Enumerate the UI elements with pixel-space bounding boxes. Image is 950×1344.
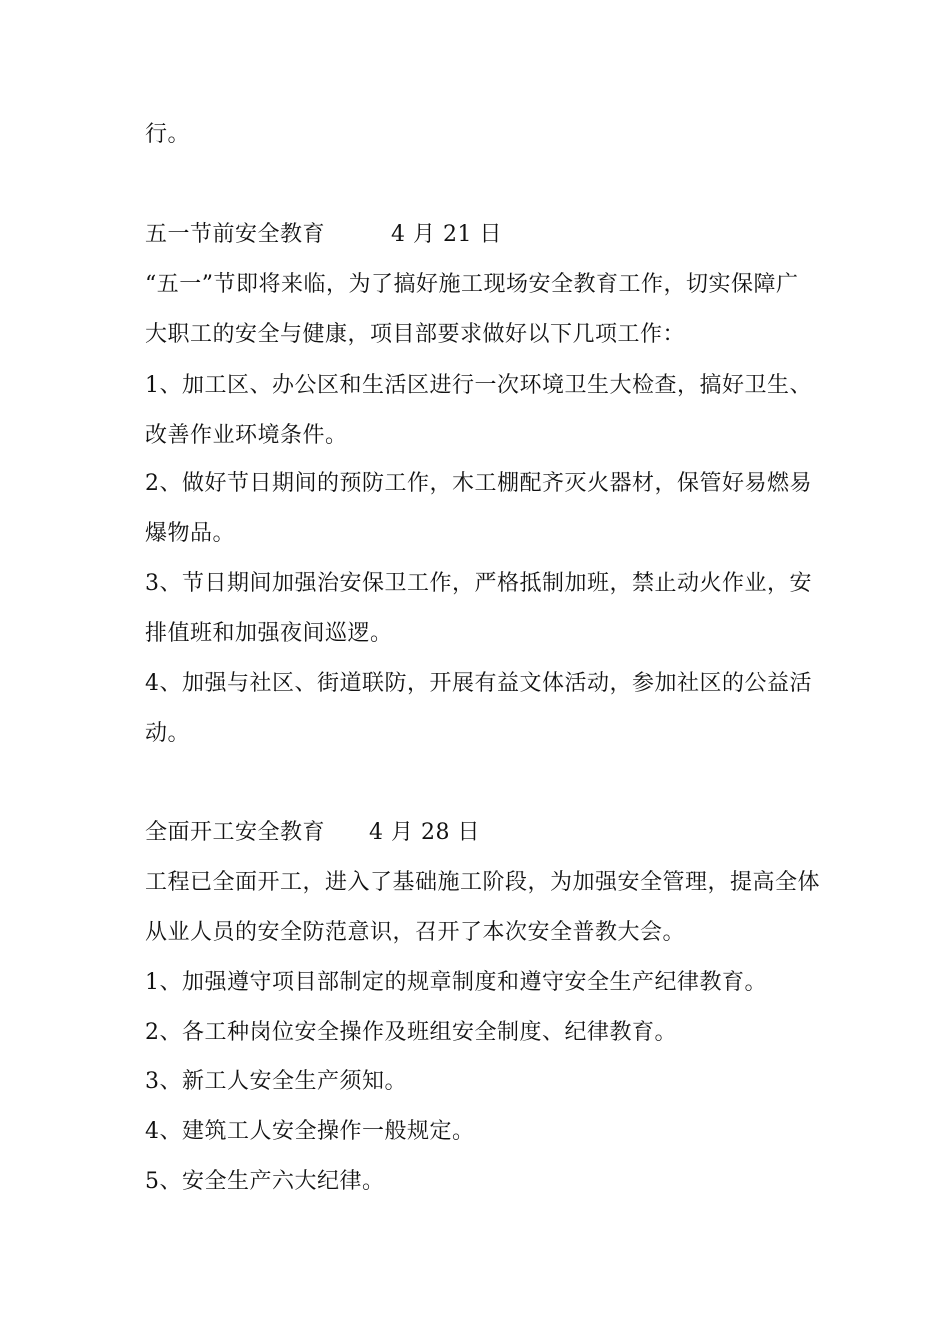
list-item-line: 动。 <box>145 721 191 746</box>
paragraph-line: 大职工的安全与健康，项目部要求做好以下几项工作： <box>145 322 686 347</box>
list-item-line: 1、加工区、办公区和生活区进行一次环境卫生大检查，搞好卫生、 <box>145 373 812 398</box>
list-item-line: 4、建筑工人安全操作一般规定。 <box>145 1119 475 1144</box>
list-item-line: 2、各工种岗位安全操作及班组安全制度、纪律教育。 <box>145 1020 677 1045</box>
section-date: 4 月 28 日 <box>369 820 480 845</box>
list-item-line: 3、节日期间加强治安保卫工作，严格抵制加班，禁止动火作业，安 <box>145 571 812 596</box>
continuation-line: 行。 <box>145 122 191 147</box>
paragraph-line: “五一”节即将来临，为了搞好施工现场安全教育工作，切实保障广 <box>145 272 799 297</box>
section-date: 4 月 21 日 <box>391 222 502 247</box>
paragraph-line: 从业人员的安全防范意识，召开了本次安全普教大会。 <box>145 920 686 945</box>
list-item-line: 4、加强与社区、街道联防，开展有益文体活动，参加社区的公益活 <box>145 671 812 696</box>
section-title: 全面开工安全教育 <box>145 820 326 845</box>
section-title: 五一节前安全教育 <box>145 222 326 247</box>
list-item-line: 排值班和加强夜间巡逻。 <box>145 621 393 646</box>
list-item-line: 1、加强遵守项目部制定的规章制度和遵守安全生产纪律教育。 <box>145 970 767 995</box>
paragraph-line: 工程已全面开工，进入了基础施工阶段，为加强安全管理，提高全体 <box>145 870 821 895</box>
list-item-line: 改善作业环境条件。 <box>145 423 348 448</box>
list-item-line: 爆物品。 <box>145 521 236 546</box>
list-item-line: 3、新工人安全生产须知。 <box>145 1069 407 1094</box>
section-heading <box>145 818 480 848</box>
list-item-line: 2、做好节日期间的预防工作，木工棚配齐灭火器材，保管好易燃易 <box>145 471 812 496</box>
section-heading <box>145 220 502 250</box>
list-item-line: 5、安全生产六大纪律。 <box>145 1169 385 1194</box>
